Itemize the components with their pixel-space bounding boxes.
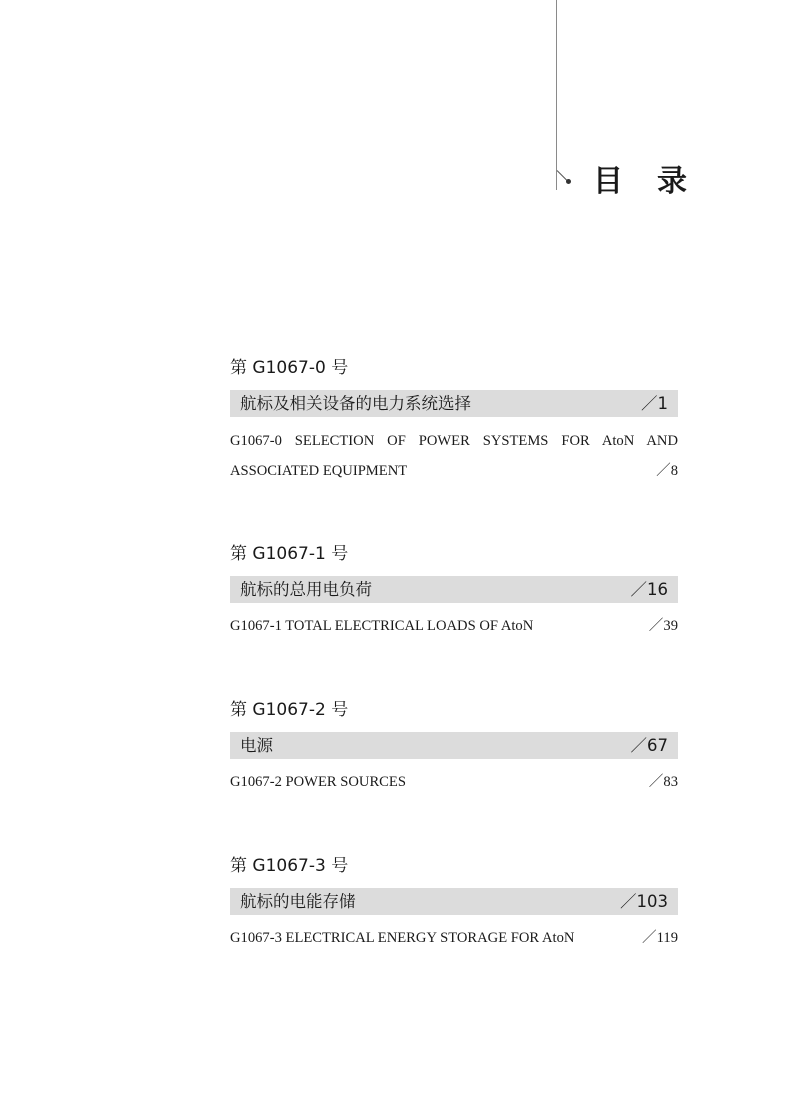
toc-entry-cn[interactable] xyxy=(230,888,678,915)
toc-entry-en-page: ／39 xyxy=(648,618,678,634)
toc-section xyxy=(230,356,678,486)
section-heading: 第 G1067-1 号 xyxy=(230,544,349,564)
decorative-dot xyxy=(566,179,571,184)
section-heading: 第 G1067-3 号 xyxy=(230,856,349,876)
toc-entry-cn-title: 航标的电能存储 xyxy=(240,892,356,911)
toc-entry-cn-page: ／103 xyxy=(620,892,668,911)
toc-entry-cn[interactable] xyxy=(230,732,678,759)
toc-entry-cn-title: 航标及相关设备的电力系统选择 xyxy=(240,394,471,413)
toc-section xyxy=(230,542,678,637)
toc-section xyxy=(230,854,678,949)
section-heading: 第 G1067-0 号 xyxy=(230,358,349,378)
toc-entry-en-title: G1067-3 ELECTRICAL ENERGY STORAGE FOR AtoN xyxy=(230,930,575,946)
toc-entry-en-title: G1067-1 TOTAL ELECTRICAL LOADS OF AtoN xyxy=(230,618,534,634)
toc-entry-en-title-line1: G1067-0 SELECTION OF POWER SYSTEMS FOR AtoN AND xyxy=(230,433,678,449)
toc-entry-en-title-line2: ASSOCIATED EQUIPMENT xyxy=(230,463,408,479)
decorative-vertical-line xyxy=(556,0,557,190)
toc-entry-en[interactable] xyxy=(230,927,678,949)
toc-entry-en[interactable] xyxy=(230,426,678,486)
toc-entry-en[interactable] xyxy=(230,615,678,637)
toc-entry-cn-title: 航标的总用电负荷 xyxy=(240,580,372,599)
section-heading: 第 G1067-2 号 xyxy=(230,700,349,720)
toc-entry-en[interactable] xyxy=(230,771,678,793)
toc-entry-cn-page: ／16 xyxy=(630,580,668,599)
toc-entry-en-title: G1067-2 POWER SOURCES xyxy=(230,774,406,790)
toc-entry-cn[interactable] xyxy=(230,390,678,417)
toc-entry-en-page: ／8 xyxy=(656,463,678,479)
toc-entry-cn-title: 电源 xyxy=(240,736,273,755)
toc-entry-cn[interactable] xyxy=(230,576,678,603)
toc-entry-cn-page: ／1 xyxy=(641,394,668,413)
toc-entry-en-page: ／83 xyxy=(648,774,678,790)
toc-entry-en-page: ／119 xyxy=(642,930,678,946)
toc-section xyxy=(230,698,678,793)
page-title: 目录 xyxy=(593,164,721,199)
toc-entry-cn-page: ／67 xyxy=(630,736,668,755)
